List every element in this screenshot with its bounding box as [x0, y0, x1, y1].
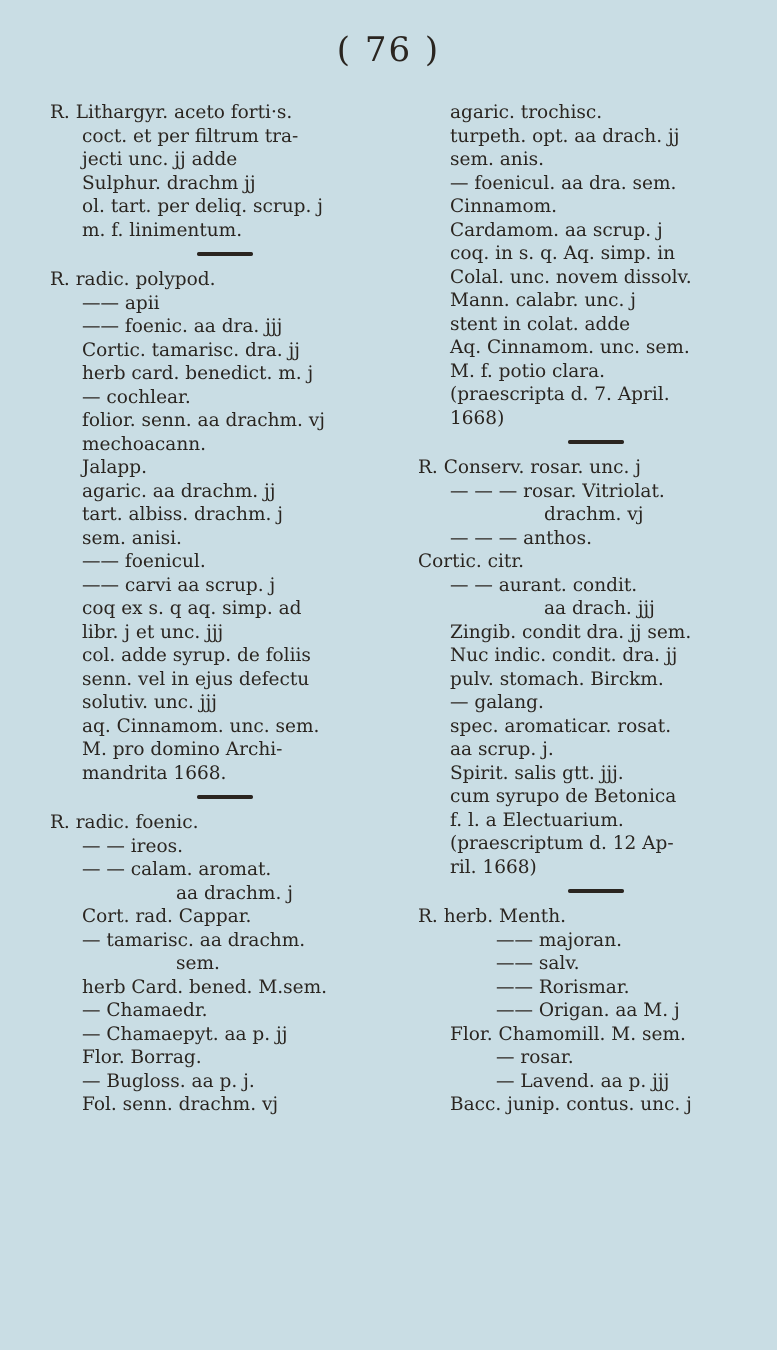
text-line: (praescriptum d. 12 Ap-	[450, 833, 674, 854]
text-line: Sulphur. drachm jj	[82, 172, 256, 194]
text-line: — — calam. aromat.	[82, 859, 272, 880]
text-line: aa scrup. j.	[450, 739, 554, 760]
text-line: — tamarisc. aa drachm.	[82, 929, 306, 951]
text-line: R. radic. polypod.	[50, 269, 216, 290]
text-line: Nuc indic. condit. dra. jj	[450, 645, 678, 666]
section-divider	[50, 785, 400, 811]
text-line: herb Card. bened. M.sem.	[82, 976, 328, 998]
text-line: R. herb. Menth.	[418, 906, 567, 927]
text-line: — foenicul. aa dra. sem.	[450, 172, 677, 194]
text-line: —— apii	[82, 292, 160, 314]
text-line: —— carvi aa scrup. j	[82, 574, 276, 596]
text-line: — — — rosar. Vitriolat.	[450, 480, 665, 502]
text-line: R. radic. foenic.	[50, 812, 199, 833]
section-divider	[418, 430, 773, 456]
text-line: mechoacann.	[82, 433, 207, 455]
text-line: Flor. Borrag.	[82, 1047, 202, 1068]
text-line: — galang.	[450, 692, 544, 713]
text-line: herb card. benedict. m. j	[82, 363, 314, 384]
text-line: ril. 1668)	[450, 856, 537, 878]
text-line: — Chamaepyt. aa p. jj	[82, 1023, 288, 1045]
text-line: Cinnamom.	[450, 196, 558, 217]
text-line: aa drachm. j	[176, 882, 293, 904]
text-line: — — aurant. condit.	[450, 574, 638, 596]
left-column	[50, 101, 400, 1117]
section-divider	[418, 879, 773, 905]
text-line: Cortic. citr.	[418, 551, 525, 572]
text-line: —— Origan. aa M. j	[496, 1000, 680, 1021]
text-line: m. f. linimentum.	[82, 219, 243, 241]
text-line: — — ireos.	[82, 835, 183, 857]
text-line: jecti unc. jj adde	[82, 149, 238, 170]
text-line: — Lavend. aa p. jjj	[496, 1070, 670, 1092]
text-line: Cortic. tamarisc. dra. jj	[82, 339, 300, 361]
text-line: sem.	[176, 953, 220, 974]
text-line: — — — anthos.	[450, 527, 592, 549]
text-line: f. l. a Electuarium.	[450, 809, 624, 831]
text-line: cum syrupo de Betonica	[450, 786, 677, 807]
text-line: pulv. stomach. Birckm.	[450, 668, 664, 690]
text-line: Bacc. junip. contus. unc. j	[450, 1094, 692, 1115]
text-line: —— foenic. aa dra. jjj	[82, 316, 283, 337]
text-line: —— majoran.	[496, 929, 622, 951]
text-line: Cardamom. aa scrup. j	[450, 219, 663, 241]
text-line: Colal. unc. novem dissolv.	[450, 266, 692, 288]
text-line: ol. tart. per deliq. scrup. j	[82, 196, 324, 217]
text-line: libr. j et unc. jjj	[82, 621, 224, 643]
text-line: — rosar.	[496, 1047, 574, 1068]
text-line: aa drach. jjj	[544, 598, 655, 619]
text-line: — Bugloss. aa p. j.	[82, 1070, 255, 1092]
text-line: spec. aromaticar. rosat.	[450, 715, 672, 737]
divider-rule	[568, 440, 624, 444]
text-line: agaric. aa drachm. jj	[82, 480, 276, 502]
text-line: Aq. Cinnamom. unc. sem.	[450, 337, 690, 358]
text-line: Cort. rad. Cappar.	[82, 906, 252, 927]
divider-rule	[197, 252, 253, 256]
text-line: R. Conserv. rosar. unc. j	[418, 457, 641, 478]
text-line: — cochlear.	[82, 386, 191, 408]
text-line: Zingib. condit dra. jj sem.	[450, 621, 692, 643]
text-line: Flor. Chamomill. M. sem.	[450, 1023, 686, 1045]
text-line: stent in colat. adde	[450, 313, 631, 335]
text-line: R. Lithargyr. aceto forti·s.	[50, 102, 293, 123]
text-line: Fol. senn. drachm. vj	[82, 1094, 279, 1115]
text-line: —— Rorismar.	[496, 976, 630, 998]
text-line: mandrita 1668.	[82, 762, 227, 784]
text-line: turpeth. opt. aa drach. jj	[450, 125, 680, 147]
right-column	[418, 101, 773, 1117]
text-line: sem. anisi.	[82, 527, 182, 549]
text-line: drachm. vj	[544, 504, 644, 525]
text-line: 1668)	[450, 407, 505, 429]
page-number: ( 76 )	[336, 30, 441, 70]
divider-rule	[568, 889, 624, 893]
divider-rule	[197, 795, 253, 799]
text-line: agaric. trochisc.	[450, 102, 603, 123]
text-line: coq. in s. q. Aq. simp. in	[450, 243, 676, 264]
text-line: sem. anis.	[450, 149, 544, 170]
text-line: aq. Cinnamom. unc. sem.	[82, 715, 320, 737]
text-line: — Chamaedr.	[82, 1000, 208, 1021]
text-line: solutiv. unc. jjj	[82, 692, 217, 713]
text-line: folior. senn. aa drachm. vj	[82, 410, 325, 431]
text-line: col. adde syrup. de foliis	[82, 645, 311, 666]
text-line: M. pro domino Archi-	[82, 739, 283, 760]
text-line: tart. albiss. drachm. j	[82, 504, 283, 525]
text-line: coct. et per filtrum tra-	[82, 125, 299, 147]
text-line: M. f. potio clara.	[450, 360, 606, 382]
text-line: —— salv.	[496, 953, 580, 974]
text-line: Mann. calabr. unc. j	[450, 290, 637, 311]
text-line: (praescripta d. 7. April.	[450, 384, 670, 405]
text-line: —— foenicul.	[82, 551, 206, 572]
section-divider	[50, 242, 400, 268]
text-line: Jalapp.	[82, 457, 147, 478]
text-line: Spirit. salis gtt. jjj.	[450, 762, 624, 784]
text-line: coq ex s. q aq. simp. ad	[82, 598, 302, 619]
text-line: senn. vel in ejus defectu	[82, 668, 310, 690]
